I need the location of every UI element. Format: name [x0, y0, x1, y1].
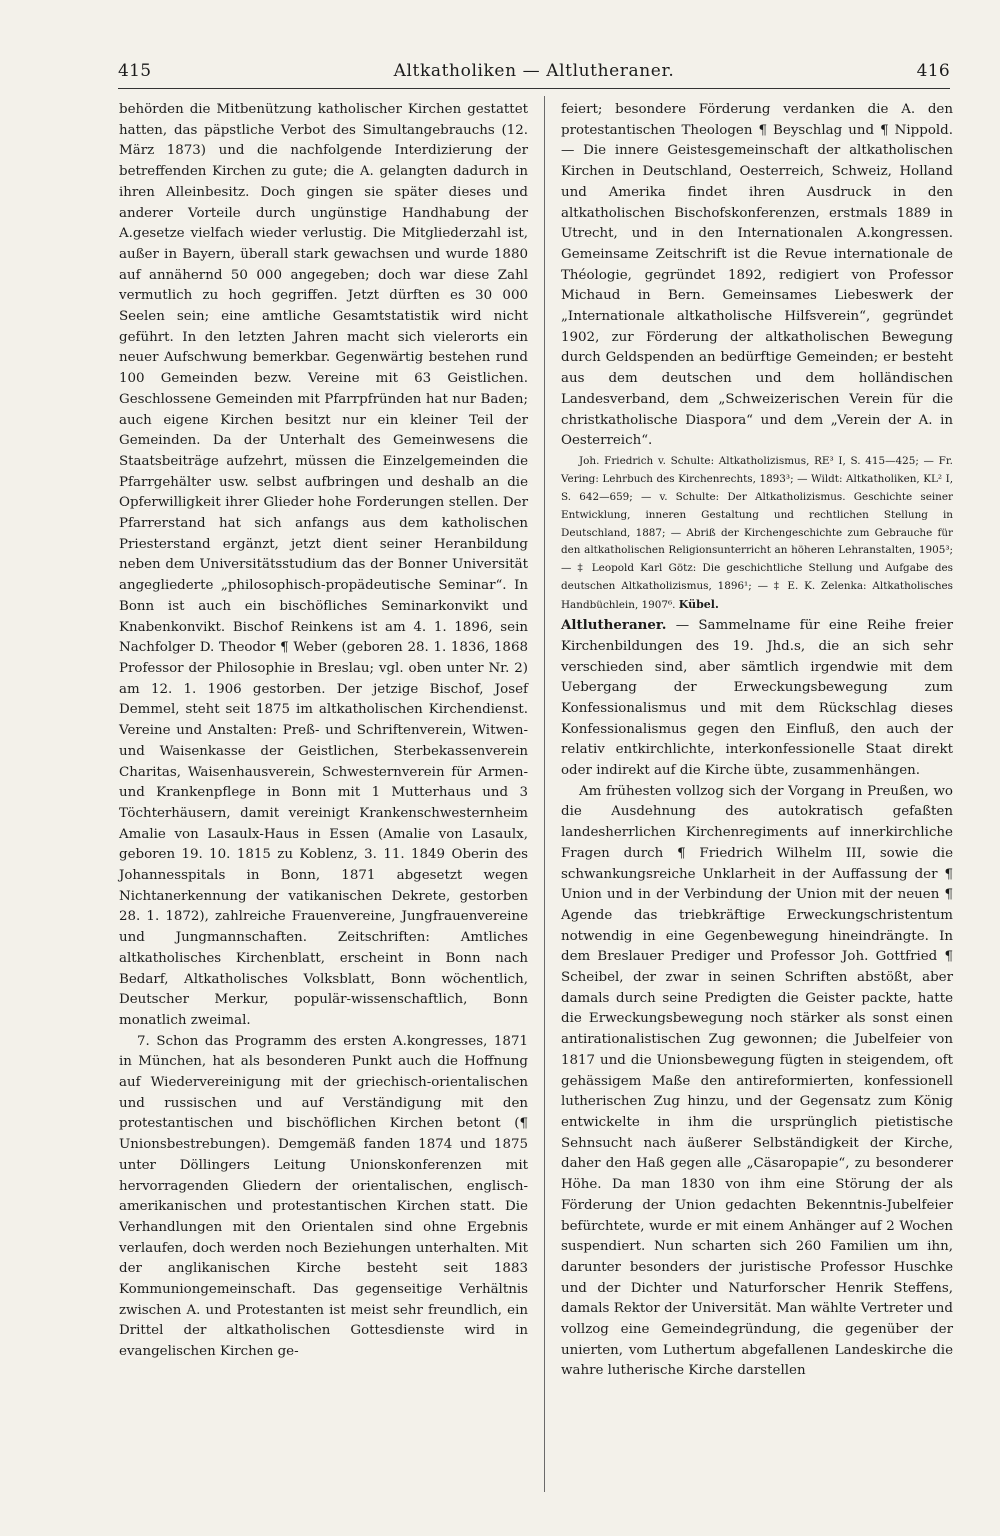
column-divider: [544, 96, 545, 1492]
header-rule: [118, 88, 950, 89]
left-paragraph-2: 7. Schon das Programm des ersten A.kongresses, 1871 in München, hat als besonderen Punkt auch die Hoffnung auf Wiedervereinigung mit der griechisch-orientalischen und russischen und auf Verständigung mit den protestantischen und bischöflichen Kirchen betont (¶ Unionsbestrebungen). Demgemäß fanden 1874 und 1875 unter Döllingers Leitung Unionskonferenzen mit hervorragenden Gliedern der orientalischen, englisch-amerikanischen und protestantischen Kirchen statt. Die Verhandlungen mit den Orientalen sind ohne Ergebnis verlaufen, doch werden noch Beziehungen unterhalten. Mit der anglikanischen Kirche besteht seit 1883 Kommuniongemeinschaft. Das gegenseitige Verhältnis zwischen A. und Protestanten ist meist sehr freundlich, ein Drittel der altkatholischen Gottesdienste wird in evangelischen Kirchen ge-: [119, 1033, 528, 1360]
left-paragraph-1: behörden die Mitbenützung katholischer Kirchen gestattet hatten, das päpstliche Verbot des Simultangebrauchs (12. März 1873) und die nachfolgende Interdizierung der betreffenden Kirchen zu gute; die A. gelangten dadurch in ihren Alleinbesitz. Doch gingen sie später dieses und anderer Vorteile durch ungünstige Handhabung der A.gesetze vielfach wieder verlustig. Die Mitgliederzahl ist, außer in Bayern, überall stark gewachsen und wurde 1880 auf annähernd 50 000 angegeben; doch war diese Zahl vermutlich zu hoch gegriffen. Jetzt dürften es 30 000 Seelen sein; eine amtliche Gesamtstatistik wird nicht geführt. In den letzten Jahren macht sich vielerorts ein neuer Aufschwung bemerkbar. Gegenwärtig bestehen rund 100 Gemeinden bezw. Vereine mit 63 Geistlichen. Geschlossene Gemeinden mit Pfarrpfründen hat nur Baden; auch eigene Kirchen besitzt nur ein kleiner Teil der Gemeinden. Da der Unterhalt des Gemeinwesens die Staatsbeiträge aufzehrt, müssen die Einzelgemeinden die Pfarrgehälter usw. selbst aufbringen und deshalb an die Opferwilligkeit ihrer Glieder hohe Forderungen stellen. Der Pfarrerstand hat sich anfangs aus dem katholischen Priesterstand ergänzt, jetzt dient seiner Heranbildung neben dem Universitätsstudium das der Bonner Universität angegliederte „philosophisch-propädeutische Seminar“. In Bonn ist auch ein bischöfliches Seminarkonvikt und Knabenkonvikt. Bischof Reinkens ist am 4. 1. 1896, sein Nachfolger D. Theodor ¶ Weber (geboren 28. 1. 1836, 1868 Professor der Philosophie in Breslau; vgl. oben unter Nr. 2) am 12. 1. 1906 gestorben. Der jetzige Bischof, Josef Demmel, steht seit 1875 im altkatholischen Kirchendienst. Vereine und Anstalten: Preß- und Schriftenverein, Witwen- und Waisenkasse der Geistlichen, Sterbekassenverein Charitas, Waisenhausverein, Schwesternverein für Armen- und Krankenpflege in Bonn mit 1 Mutterhaus und 3 Töchterhäusern, damit vereinigt Krankenschwesternheim Amalie von Lasaulx-Haus in Essen (Amalie von Lasaulx, geboren 19. 10. 1815 zu Koblenz, 3. 11. 1849 Oberin des Johannesspitals in Bonn, 1871 abgesetzt wegen Nichtanerkennung der vatikanischen Dekrete, gestorben 28. 1. 1872), zahlreiche Frauenvereine, Jungfrauenvereine und Jungmannschaften. Zeitschriften: Amtliches altkatholisches Kirchenblatt, erscheint in Bonn nach Bedarf, Altkatholisches Volksblatt, Bonn wöchentlich, Deutscher Merkur, populär-wissenschaftlich, Bonn monatlich zweimal.: [119, 102, 528, 1028]
article-intro-text: — Sammelname für eine Reihe freier Kirchenbildungen des 19. Jhd.s, die an sich sehr verschieden sind, aber sämtlich irgendwie mit dem Uebergang der Erweckungsbewegung zum Konfessionalismus und mit dem Rückschlag dieses Konfessionalismus gegen den Einfluß, den auch der relativ entkirchlichte, interkonfessionelle Staat direkt oder indirekt auf die Kirche übte, zusammenhängen.: [561, 618, 953, 779]
author-signature: Kübel.: [678, 598, 719, 612]
right-paragraph-3: Am frühesten vollzog sich der Vorgang in Preußen, wo die Ausdehnung des autokratisch gefaßten landesherrlichen Kirchenregiments auf innerkirchliche Fragen durch ¶ Friedrich Wilhelm III, sowie die schwankungsreiche Unklarheit in der Auffassung der ¶ Union und in der Verbindung der Union mit der neuen ¶ Agende das triebkräftige Erweckungschristentum notwendig in eine Gegenbewegung hineindrängte. In dem Breslauer Prediger und Professor Joh. Gottfried ¶ Scheibel, der zwar in seinen Schriften abstößt, aber damals durch seine Predigten die Geister packte, hatte die Erweckungsbewegung noch stärker als sonst einen antirationalistischen Zug gewonnen; die Jubelfeier von 1817 und die Unionsbewegung fügten in steigendem, oft gehässigem Maße den antireformierten, konfessionell lutherischen Zug hinzu, und der Gegensatz zum König entwickelte in ihm die ursprünglich pietistische Sehnsucht nach äußerer Selbständigkeit der Kirche, daher den Haß gegen alle „Cäsaropapie“, zu besonderer Höhe. Da man 1830 von ihm eine Störung der als Förderung der Union gedachten Bekenntnis-Jubelfeier befürchtete, wurde er mit einem Anhänger auf 2 Wochen suspendiert. Nun scharten sich 260 Familien um ihn, darunter besonders der juristische Professor Huschke und der Dichter und Naturforscher Henrik Steffens, damals Rektor der Universität. Man wählte Vertreter und vollzog eine Gemeindegründung, die gegenüber der unierten, vom Luthertum abgefallenen Landeskirche die wahre lutherische Kirche darstellen: [561, 783, 953, 1379]
bibliography: [561, 453, 953, 615]
article-altlutheraner-intro: [561, 615, 953, 782]
right-column: [561, 100, 953, 1382]
bibliography-text: Joh. Friedrich v. Schulte: Altkatholizismus, RE³ I, S. 415—425; — Fr. Vering: Lehrbuch des Kirchenrechts, 1893³; — Wildt: Altkatholiken, KL² I, S. 642—659; — v. Schulte: Der Altkatholizismus. Geschichte seiner Entwicklung, inneren Gestaltung und rechtlichen Stellung in Deutschland, 1887; — Abriß der Kirchengeschichte zum Gebrauche für den altkatholischen Religionsunterricht an höheren Lehranstalten, 1905³; — ‡ Leopold Karl Götz: Die geschichtliche Stellung und Aufgabe des deutschen Altkatholizismus, 1896¹; — ‡ E. K. Zelenka: Altkatholisches Handbüchlein, 1907⁶.: [561, 454, 953, 612]
page-number-right: 416: [916, 61, 950, 81]
page-number-left: 415: [118, 61, 152, 81]
article-heading: Altlutheraner.: [561, 617, 667, 634]
left-column: [119, 100, 528, 1363]
running-title: Altkatholiken — Altlutheraner.: [393, 61, 675, 81]
right-paragraph-1: feiert; besondere Förderung verdanken die A. den protestantischen Theologen ¶ Beyschlag und ¶ Nippold. — Die innere Geistesgemeinschaft der altkatholischen Kirchen in Deutschland, Oesterreich, Schweiz, Holland und Amerika findet ihren Ausdruck in den altkatholischen Bischofskonferenzen, erstmals 1889 in Utrecht, und in den Internationalen A.kongressen. Gemeinsame Zeitschrift ist die Revue internationale de Théologie, gegründet 1892, redigiert von Professor Michaud in Bern. Gemeinsames Liebeswerk der „Internationale altkatholische Hilfsverein“, gegründet 1902, zur Förderung der altkatholischen Bewegung durch Geldspenden an bedürftige Gemeinden; er besteht aus dem deutschen und dem holländischen Landesverband, dem „Schweizerischen Verein für die christkatholische Diaspora“ und dem „Verein der A. in Oesterreich“.: [561, 102, 953, 449]
running-header: [118, 58, 950, 84]
